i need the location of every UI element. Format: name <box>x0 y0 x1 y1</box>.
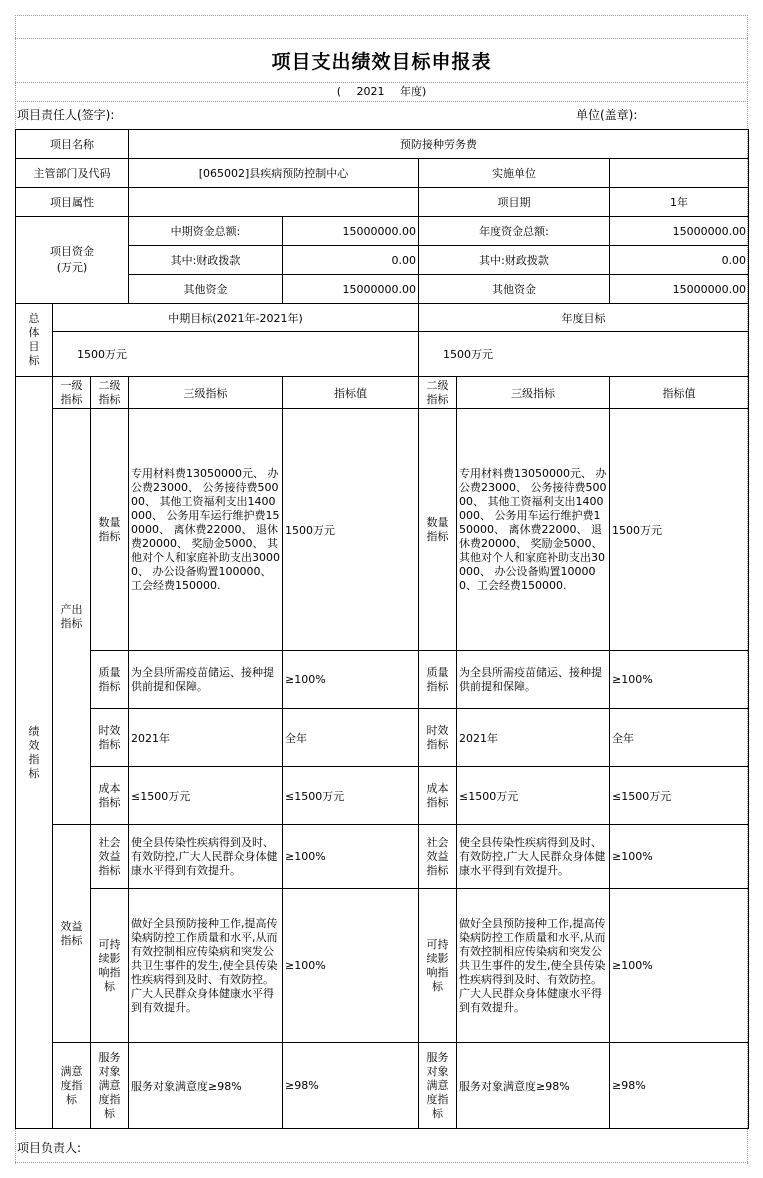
year-suffix: 年度) <box>400 85 427 98</box>
page-border-top <box>15 15 748 16</box>
impl-unit-value <box>610 159 749 188</box>
level3-satisfaction-year: 服务对象满意度≥98% <box>457 1043 610 1129</box>
mid-other-label: 其他资金 <box>129 275 283 304</box>
value-timeliness-year: 全年 <box>610 709 749 767</box>
year-fiscal-label: 其中:财政拨款 <box>419 246 610 275</box>
mid-total-label: 中期资金总额: <box>129 217 283 246</box>
level3-timeliness-year: 2021年 <box>457 709 610 767</box>
level3-quantity: 专用材料费13050000元、 办公费23000、 公务接待费50000、 其他工资福利支出1400000、 公务用车运行维护费150000、 离休费22000、 退休费20000、 奖励金5000、 其他对个人和家庭补助支出30000、 办公设备购置100000、工会经费150000. <box>129 409 283 651</box>
level3-quality-year: 为全县所需疫苗储运、接种提供前提和保障。 <box>457 651 610 709</box>
benefit-indicators-label: 效益 指标 <box>53 825 91 1043</box>
project-lead-label: 项目负责人: <box>17 1141 82 1155</box>
year-total-value: 15000000.00 <box>610 217 749 246</box>
col-level1-header: 一级 指标 <box>53 377 91 409</box>
performance-indicators-label: 绩 效 指 标 <box>16 377 53 1129</box>
funds-label: 项目资金 (万元) <box>16 217 129 304</box>
value-quality: ≥100% <box>283 651 419 709</box>
level3-quality: 为全县所需疫苗储运、接种提供前提和保障。 <box>129 651 283 709</box>
dept-label: 主管部门及代码 <box>16 159 129 188</box>
level2-quantity: 数量 指标 <box>91 409 129 651</box>
project-name-value: 预防接种劳务费 <box>129 130 749 159</box>
year-other-label: 其他资金 <box>419 275 610 304</box>
project-period-label: 项目期 <box>419 188 610 217</box>
level3-sustainable-year: 做好全县预防接种工作,提高传染病防控工作质量和水平,从而有效控制相应传染病和突发公共卫生事件的发生,使全县传染性疾病得到及时、有效防控。广大人民群众身体健康水平得到有效提升。 <box>457 889 610 1043</box>
grid-line <box>15 38 748 39</box>
level2-quantity-year: 数量 指标 <box>419 409 457 651</box>
value-social: ≥100% <box>283 825 419 889</box>
level2-sustainable: 可持 续影 响指 标 <box>91 889 129 1043</box>
value-timeliness: 全年 <box>283 709 419 767</box>
level3-quantity-year: 专用材料费13050000元、 办公费23000、 公务接待费50000、 其他工资福利支出1400000、 公务用车运行维护费150000、 离休费22000、 退休费20000、 奖励金5000、 其他对个人和家庭补助支出30000、 办公设备购置100000、工会经费150000. <box>457 409 610 651</box>
level3-timeliness: 2021年 <box>129 709 283 767</box>
project-attr-value <box>129 188 419 217</box>
year-value: 2021 <box>356 85 385 98</box>
overall-goals-label: 总 体 目 标 <box>16 304 53 377</box>
col-value-header-year: 指标值 <box>610 377 749 409</box>
level2-satisfaction: 服务 对象 满意 度指 标 <box>91 1043 129 1129</box>
value-sustainable-year: ≥100% <box>610 889 749 1043</box>
level2-quality: 质量 指标 <box>91 651 129 709</box>
dept-value: [065002]县疾病预防控制中心 <box>129 159 419 188</box>
page-border-bottom <box>15 1162 748 1163</box>
value-satisfaction-year: ≥98% <box>610 1043 749 1129</box>
value-quantity: 1500万元 <box>283 409 419 651</box>
level3-cost: ≤1500万元 <box>129 767 283 825</box>
impl-unit-label: 实施单位 <box>419 159 610 188</box>
col-level3-header-year: 三级指标 <box>457 377 610 409</box>
level2-timeliness: 时效 指标 <box>91 709 129 767</box>
mid-other-value: 15000000.00 <box>283 275 419 304</box>
value-cost-year: ≤1500万元 <box>610 767 749 825</box>
responsible-person-label: 项目责任人(签字): <box>17 108 115 122</box>
mid-fiscal-label: 其中:财政拨款 <box>129 246 283 275</box>
mid-total-value: 15000000.00 <box>283 217 419 246</box>
level2-quality-year: 质量 指标 <box>419 651 457 709</box>
level2-social-year: 社会 效益 指标 <box>419 825 457 889</box>
value-quantity-year: 1500万元 <box>610 409 749 651</box>
year-total-label: 年度资金总额: <box>419 217 610 246</box>
year-goal-header: 年度目标 <box>419 304 749 332</box>
form-title: 项目支出绩效目标申报表 <box>271 51 492 73</box>
satisfaction-indicators-label: 满意 度指 标 <box>53 1043 91 1129</box>
level3-social: 使全县传染性疾病得到及时、有效防控,广大人民群众身体健康水平得到有效提升。 <box>129 825 283 889</box>
form-year <box>15 83 748 101</box>
unit-seal-label: 单位(盖章): <box>576 108 638 122</box>
mid-goal-header: 中期目标(2021年-2021年) <box>53 304 419 332</box>
value-sustainable: ≥100% <box>283 889 419 1043</box>
level2-satisfaction-year: 服务 对象 满意 度指 标 <box>419 1043 457 1129</box>
level2-social: 社会 效益 指标 <box>91 825 129 889</box>
level2-timeliness-year: 时效 指标 <box>419 709 457 767</box>
col-level2-header: 二级 指标 <box>91 377 129 409</box>
year-other-value: 15000000.00 <box>610 275 749 304</box>
level3-social-year: 使全县传染性疾病得到及时、有效防控,广大人民群众身体健康水平得到有效提升。 <box>457 825 610 889</box>
level2-cost-year: 成本 指标 <box>419 767 457 825</box>
level3-sustainable: 做好全县预防接种工作,提高传染病防控工作质量和水平,从而有效控制相应传染病和突发公共卫生事件的发生,使全县传染性疾病得到及时、有效防控。广大人民群众身体健康水平得到有效提升。 <box>129 889 283 1043</box>
output-indicators-label: 产出 指标 <box>53 409 91 825</box>
grid-line <box>15 101 748 102</box>
value-cost: ≤1500万元 <box>283 767 419 825</box>
mid-fiscal-value: 0.00 <box>283 246 419 275</box>
level2-sustainable-year: 可持 续影 响指 标 <box>419 889 457 1043</box>
level2-cost: 成本 指标 <box>91 767 129 825</box>
level3-satisfaction: 服务对象满意度≥98% <box>129 1043 283 1129</box>
value-satisfaction: ≥98% <box>283 1043 419 1129</box>
level3-cost-year: ≤1500万元 <box>457 767 610 825</box>
col-value-header: 指标值 <box>283 377 419 409</box>
mid-goal-value: 1500万元 <box>53 332 419 377</box>
value-social-year: ≥100% <box>610 825 749 889</box>
project-attr-label: 项目属性 <box>16 188 129 217</box>
col-level3-header: 三级指标 <box>129 377 283 409</box>
value-quality-year: ≥100% <box>610 651 749 709</box>
year-fiscal-value: 0.00 <box>610 246 749 275</box>
year-open: ( <box>336 85 341 98</box>
year-goal-value: 1500万元 <box>419 332 749 377</box>
col-level2-header-year: 二级 指标 <box>419 377 457 409</box>
project-period-value: 1年 <box>610 188 749 217</box>
performance-form-table <box>15 129 749 1129</box>
project-name-label: 项目名称 <box>16 130 129 159</box>
